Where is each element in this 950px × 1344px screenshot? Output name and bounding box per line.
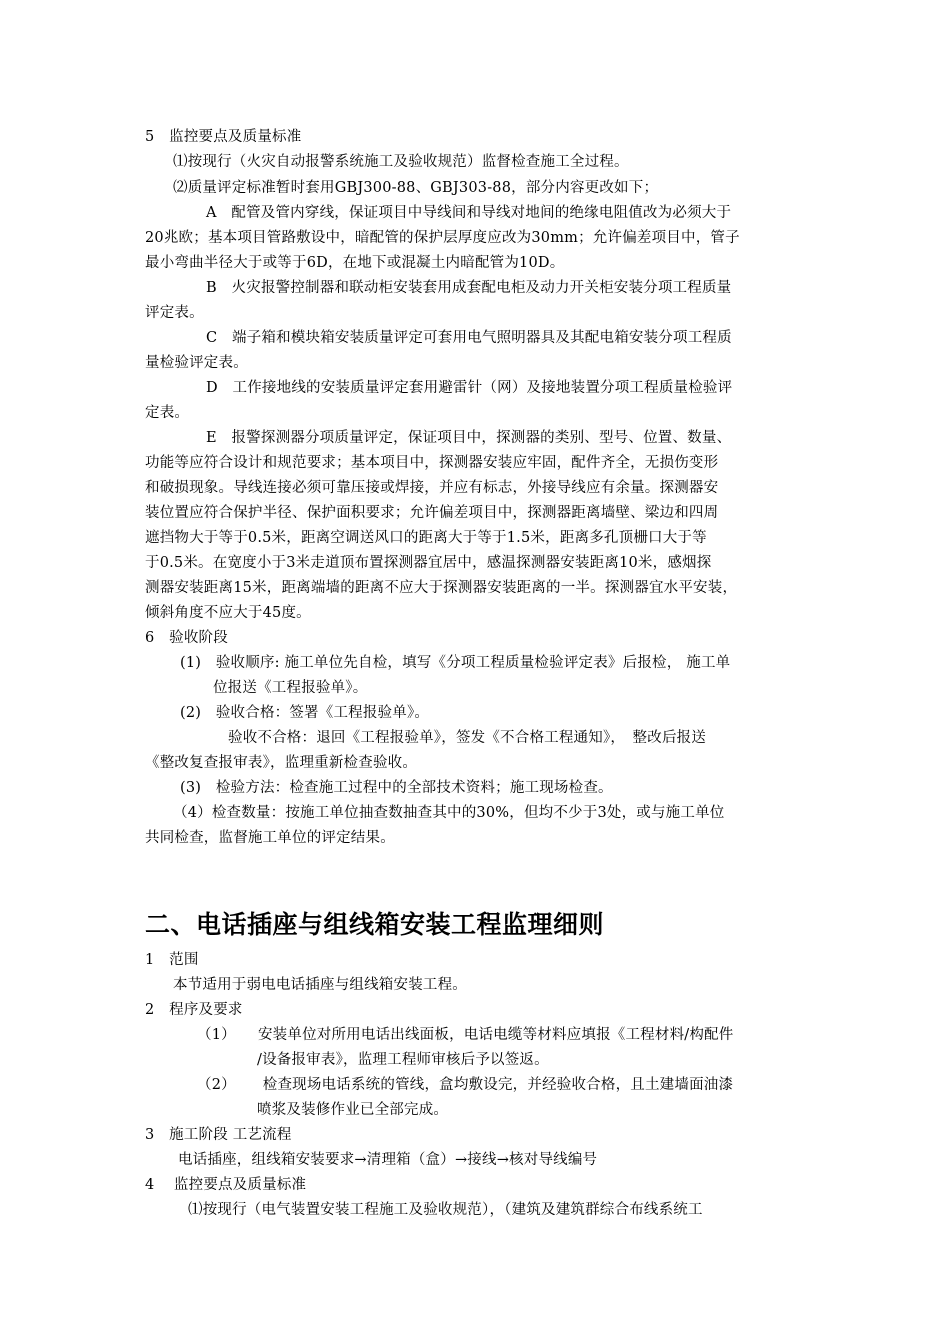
part2-s2-heading: 2 程序及要求 xyxy=(145,1002,243,1018)
section6-item2b-line: 《整改复查报审表》，监理重新检查验收。 xyxy=(145,755,418,771)
para-a-line: A 配管及管内穿线，保证项目中导线间和导线对地间的绝缘电阻值改为必须大于 xyxy=(206,205,732,221)
para-b-line: B 火灾报警控制器和联动柜安装套用成套配电柜及动力开关柜安装分项工程质量 xyxy=(206,280,732,296)
para-c-line: 量检验评定表。 xyxy=(145,355,248,371)
part2-title: 二、电话插座与组线箱安装工程监理细则 xyxy=(145,910,605,939)
part2-s2-item2-line: （2） 检查现场电话系统的管线，盒均敷设完，并经验收合格，且土建墙面油漆 xyxy=(197,1077,734,1093)
part2-s2-item1-line: （1） 安装单位对所用电话出线面板，电话电缆等材料应填报《工程材料/构配件 xyxy=(197,1027,734,1043)
para-e-line: 和破损现象。导线连接必须可靠压接或焊接，并应有标志，外接导线应有余量。探测器安 xyxy=(145,480,719,496)
part2-s1-heading: 1 范围 xyxy=(145,952,199,968)
para-b-line: 评定表。 xyxy=(145,305,204,321)
para-d-line: D 工作接地线的安装质量评定套用避雷针（网）及接地装置分项工程质量检验评 xyxy=(206,380,733,396)
para-e-line: E 报警探测器分项质量评定，保证项目中，探测器的类别、型号、位置、数量、 xyxy=(206,430,732,446)
part2-s3-text: 电话插座，组线箱安装要求→清理箱（盒）→接线→核对导线编号 xyxy=(178,1152,598,1168)
section6-item2b-line: 验收不合格：退回《工程报验单》，签发《不合格工程通知》， 整改后报送 xyxy=(228,730,707,746)
section6-item1-line: 位报送《工程报验单》。 xyxy=(213,680,368,696)
part2-s1-text: 本节适用于弱电电话插座与组线箱安装工程。 xyxy=(173,977,467,993)
section6-heading: 6 验收阶段 xyxy=(145,630,228,646)
section6-item1-line: (1) 验收顺序: 施工单位先自检，填写《分项工程质量检验评定表》后报检， 施工单 xyxy=(180,655,731,671)
part2-s4-heading: 4 监控要点及质量标准 xyxy=(145,1177,307,1193)
section5-p2: ⑵质量评定标准暂时套用GBJ300-88、GBJ303-88，部分内容更改如下； xyxy=(173,180,659,196)
para-e-line: 遮挡物大于等于0.5米，距离空调送风口的距离大于等于1.5米，距离多孔顶栅口大于等 xyxy=(145,530,707,546)
para-c-line: C 端子箱和模块箱安装质量评定可套用电气照明器具及其配电箱安装分项工程质 xyxy=(206,330,732,346)
part2-s3-heading: 3 施工阶段 工艺流程 xyxy=(145,1127,292,1143)
section6-item4-line: （4）检查数量：按施工单位抽查数抽查其中的30%，但均不少于3处，或与施工单位 xyxy=(173,805,725,821)
para-e-line: 功能等应符合设计和规范要求；基本项目中，探测器安装应牢固，配件齐全，无损伤变形 xyxy=(145,455,719,471)
section6-item4-line: 共同检查，监督施工单位的评定结果。 xyxy=(145,830,395,846)
section6-item3: (3) 检验方法：检查施工过程中的全部技术资料；施工现场检查。 xyxy=(180,780,613,796)
para-e-line: 装位置应符合保护半径、保护面积要求；允许偏差项目中，探测器距离墙壁、梁边和四周 xyxy=(145,505,719,521)
section5-heading: 5 监控要点及质量标准 xyxy=(145,129,302,145)
para-a-line: 20兆欧；基本项目管路敷设中，暗配管的保护层厚度应改为30mm；允许偏差项目中，管子 xyxy=(145,230,740,246)
section6-item2: (2) 验收合格：签署《工程报验单》。 xyxy=(180,705,430,721)
section5-p1: ⑴按现行（火灾自动报警系统施工及验收规范）监督检查施工全过程。 xyxy=(173,154,629,170)
para-d-line: 定表。 xyxy=(145,405,190,421)
para-a-line: 最小弯曲半径大于或等于6D，在地下或混凝土内暗配管为10D。 xyxy=(145,255,565,271)
part2-s2-item1-line: /设备报审表》，监理工程师审核后予以签返。 xyxy=(257,1052,549,1068)
para-e-line: 倾斜角度不应大于45度。 xyxy=(145,605,311,621)
para-e-line: 测器安装距离15米，距离端墙的距离不应大于探测器安装距离的一半。探测器宜水平安装， xyxy=(145,580,738,596)
part2-s4-p1: ⑴按现行（电气装置安装工程施工及验收规范），（建筑及建筑群综合布线系统工 xyxy=(188,1202,703,1218)
part2-s2-item2-line: 喷浆及装修作业已全部完成。 xyxy=(257,1102,449,1118)
para-e-line: 于0.5米。在宽度小于3米走道顶布置探测器宜居中，感温探测器安装距离10米，感烟探 xyxy=(145,555,712,571)
